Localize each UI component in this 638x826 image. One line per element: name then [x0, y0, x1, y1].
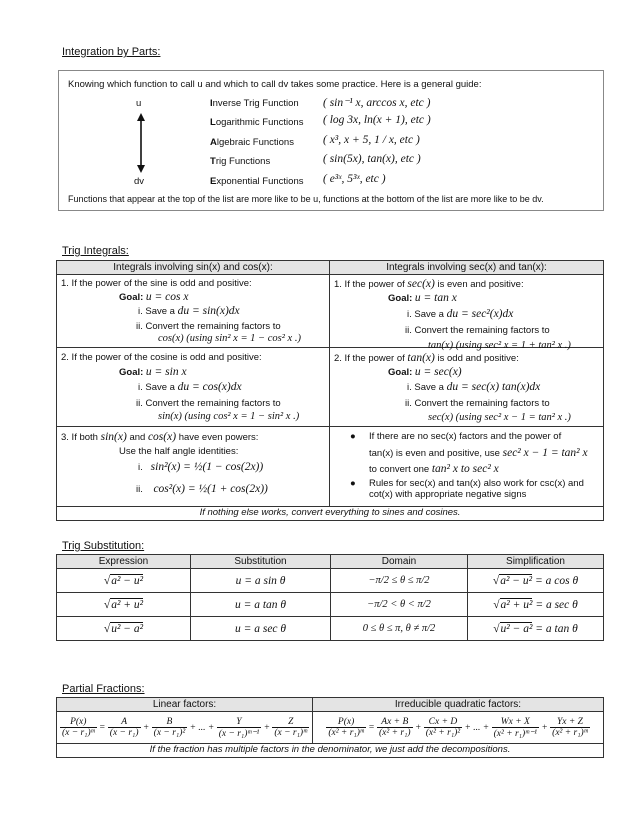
trig-int-col2-header: Integrals involving sec(x) and tan(x): — [330, 261, 604, 275]
step-ii: ii. Convert the remaining factors to — [405, 325, 550, 336]
note-no-sec: If there are no sec(x) factors and the power of tan(x) is even and positive, use sec² x − 1 = tan² x to convert one tan² x to sec² x — [369, 431, 588, 475]
ibp-u-label: u — [136, 98, 142, 109]
bullet-icon: ● — [350, 478, 356, 489]
ibp-examples-algebraic: ( x³, x + 5, 1 / x, etc ) — [323, 134, 420, 146]
pf-col1-header: Linear factors: — [57, 698, 313, 712]
trig-int-col1-header: Integrals involving sin(x) and cos(x): — [57, 261, 330, 275]
step-i: i. Save a du = sec(x) tan(x)dx — [407, 381, 541, 393]
pf-linear-formula: $\frac{P(x)}{\text{(x − r₁)ᵐ}}$ = $\frac{A}{\text{(x − r₁)}}$ + $\frac{B}{\text{(x − r₁)²}}$ + ... + $\frac{Y}{\text{(x − r₁)ᵐ⁻¹}}$ + $\frac{Z}{\text{(x − r₁)ᵐ}}$ — [57, 712, 313, 744]
ibp-examples-trig: ( sin(5x), tan(x), etc ) — [323, 153, 421, 165]
ibp-dv-label: dv — [134, 176, 145, 187]
trig-sub-row-sin — [57, 569, 604, 593]
trig-int-rule-2-cos — [57, 348, 330, 427]
domain-cell: −π/2 ≤ θ ≤ π/2 — [331, 569, 468, 593]
rule-title: 3. If both sin(x) and cos(x) have even powers: — [61, 431, 259, 443]
goal-line: Goal: u = tan x — [388, 292, 457, 304]
goal-line: Goal: u = cos x — [119, 291, 189, 303]
ibp-examples-inverse-trig: ( sin⁻¹ x, arccos x, etc ) — [323, 97, 431, 109]
pf-footer: If the fraction has multiple factors in the denominator, we just add the decompositions. — [57, 744, 604, 758]
bullet-icon: ● — [350, 431, 356, 442]
identity-i: i. sin²(x) = ½(1 − cos(2x)) — [138, 461, 264, 473]
double-arrow-icon — [136, 113, 146, 173]
expression-cell: √u² − a² — [57, 617, 191, 641]
simplification-cell: √a² − u² = a cos θ — [468, 569, 604, 593]
domain-cell: −π/2 < θ < π/2 — [331, 593, 468, 617]
rule-title: 1. If the power of the sine is odd and positive: — [61, 278, 252, 289]
trig-int-footer: If nothing else works, convert everything to sines and cosines. — [57, 507, 604, 521]
trig-int-rule-3-notes — [330, 427, 604, 507]
expression-cell: √a² + u² — [57, 593, 191, 617]
ibp-footer: Functions that appear at the top of the list are more like to be u, functions at the bottom of the list are more like to be dv. — [68, 194, 544, 204]
substitution-cell: u = a tan θ — [191, 593, 331, 617]
trig-int-rule-1-sec — [330, 275, 604, 351]
trig-int-rule-2-tan — [330, 348, 604, 427]
step-ii-expr: tan(x) (using sec² x = 1 + tan² x .) — [428, 340, 571, 351]
trig-sub-row-sec — [57, 617, 604, 641]
ibp-heading: Integration by Parts: — [62, 46, 161, 58]
step-i: i. Save a du = cos(x)dx — [138, 381, 242, 393]
goal-line: Goal: u = sin x — [119, 366, 187, 378]
step-ii-expr: sin(x) (using cos² x = 1 − sin² x .) — [158, 411, 300, 422]
pf-col2-header: Irreducible quadratic factors: — [313, 698, 604, 712]
step-i: i. Save a du = sin(x)dx — [138, 305, 240, 317]
ibp-row-logarithmic: Logarithmic Functions — [210, 117, 304, 128]
trig-integrals-heading: Trig Integrals: — [62, 245, 129, 257]
trig-integrals-table — [56, 260, 604, 521]
substitution-cell: u = a sec θ — [191, 617, 331, 641]
partial-fractions-table — [56, 697, 604, 758]
ibp-row-exponential: Exponential Functions — [210, 176, 304, 187]
partial-fractions-heading: Partial Fractions: — [62, 683, 145, 695]
rule-title: 2. If the power of tan(x) is odd and positive: — [334, 352, 519, 364]
step-ii-expr: cos(x) (using sin² x = 1 − cos² x .) — [158, 333, 301, 344]
trig-int-rule-3-even — [57, 427, 330, 507]
step-ii: ii. Convert the remaining factors to — [136, 321, 281, 332]
trig-sub-header-expression: Expression — [57, 555, 191, 569]
trig-int-rule-1-sin — [57, 275, 330, 348]
trig-sub-heading: Trig Substitution: — [62, 540, 145, 552]
simplification-cell: √a² + u² = a sec θ — [468, 593, 604, 617]
ibp-row-inverse-trig: Inverse Trig Function — [210, 98, 299, 109]
ibp-intro: Knowing which function to call u and which to call dv takes some practice. Here is a general guide: — [68, 79, 482, 90]
expression-cell: √a² − u² — [57, 569, 191, 593]
ibp-row-algebraic: Algebraic Functions — [210, 137, 294, 148]
identity-ii: ii. cos²(x) = ½(1 + cos(2x)) — [136, 483, 268, 495]
goal-line: Goal: u = sec(x) — [388, 366, 462, 378]
domain-cell: 0 ≤ θ ≤ π, θ ≠ π/2 — [331, 617, 468, 641]
ibp-examples-logarithmic: ( log 3x, ln(x + 1), etc ) — [323, 114, 431, 126]
half-angle-note: Use the half angle identities: — [119, 446, 239, 457]
trig-sub-row-tan — [57, 593, 604, 617]
ibp-examples-exponential: ( e³ˣ, 5³ˣ, etc ) — [323, 173, 386, 185]
step-ii-expr: sec(x) (using sec² x − 1 = tan² x .) — [428, 412, 571, 423]
substitution-cell: u = a sin θ — [191, 569, 331, 593]
trig-sub-header-simplification: Simplification — [468, 555, 604, 569]
trig-sub-table — [56, 554, 604, 641]
trig-sub-header-substitution: Substitution — [191, 555, 331, 569]
rule-title: 1. If the power of sec(x) is even and positive: — [334, 278, 524, 290]
step-ii: ii. Convert the remaining factors to — [136, 398, 281, 409]
note-csc-cot: Rules for sec(x) and tan(x) also work for csc(x) and cot(x) with appropriate negative signs — [369, 478, 584, 500]
step-i: i. Save a du = sec²(x)dx — [407, 308, 514, 320]
rule-title: 2. If the power of the cosine is odd and positive: — [61, 352, 262, 363]
ibp-row-trig: Trig Functions — [210, 156, 271, 167]
pf-quadratic-formula: $\frac{P(x)}{\text{(x² + r₁)ᵐ}}$ = $\frac{Ax + B}{\text{(x² + r₁)}}$ + $\frac{Cx + D}{\text{(x² + r₁)²}}$ + ... + $\frac{Wx + X}{\text{(x² + r₁)ᵐ⁻¹}}$ + $\frac{Yx + Z}{\text{(x² + r₁)ᵐ}}$ — [313, 712, 604, 744]
step-ii: ii. Convert the remaining factors to — [405, 398, 550, 409]
ibp-guide-box — [58, 70, 604, 211]
simplification-cell: √u² − a² = a tan θ — [468, 617, 604, 641]
trig-sub-header-domain: Domain — [331, 555, 468, 569]
